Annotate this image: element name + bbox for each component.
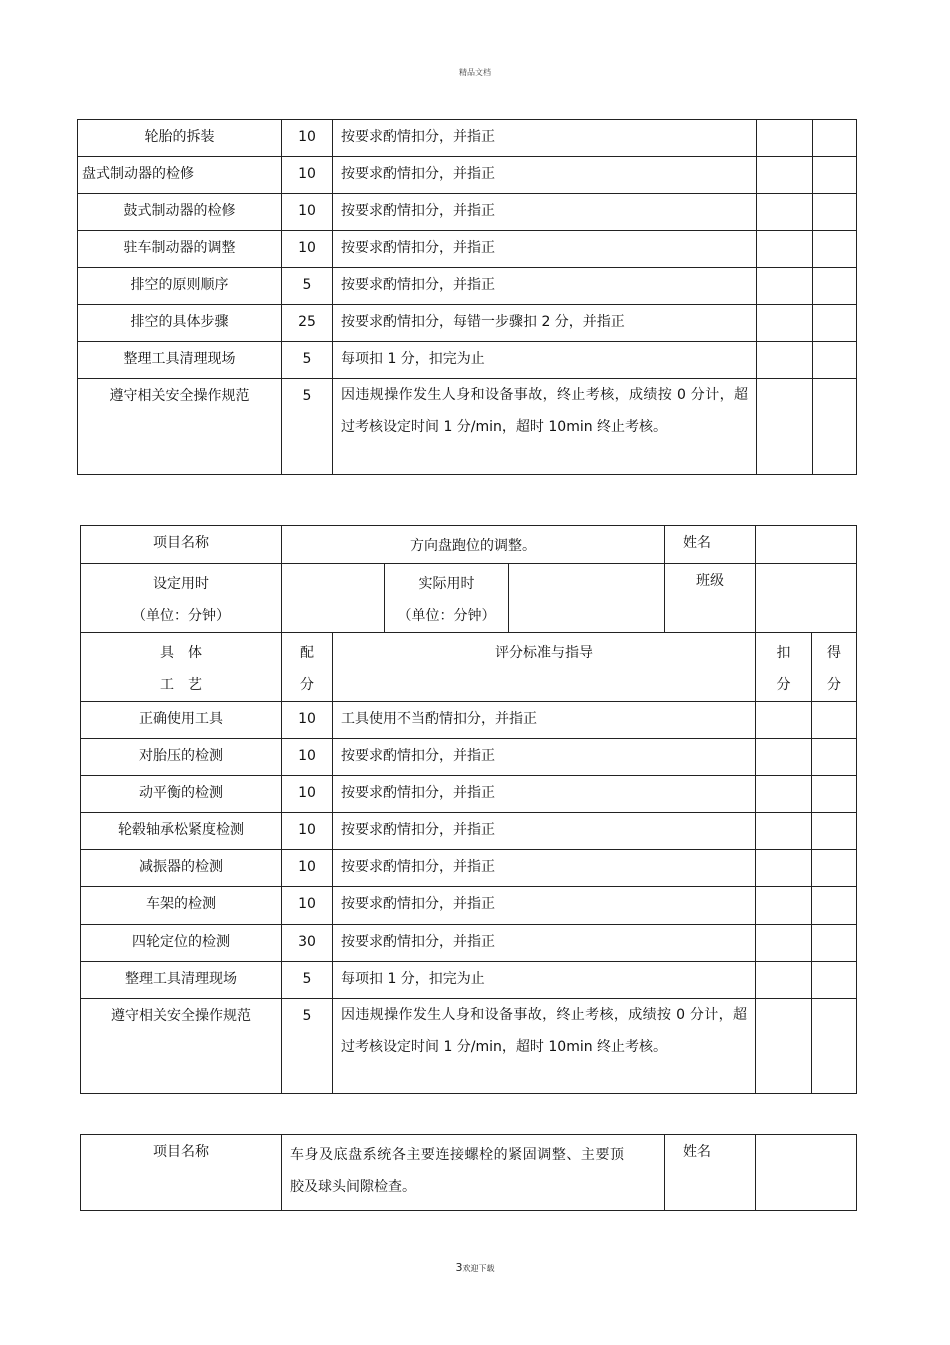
score-cell: 10 xyxy=(282,120,333,157)
project-label: 项目名称 xyxy=(81,526,282,564)
score-cell: 10 xyxy=(282,702,333,739)
table-row xyxy=(81,962,857,999)
criteria-cell: 按要求酌情扣分，并指正 xyxy=(333,268,757,305)
score-cell: 25 xyxy=(282,305,333,342)
deduct-cell xyxy=(757,305,813,342)
col-score xyxy=(282,633,333,702)
score-cell: 10 xyxy=(282,739,333,776)
criteria-cell: 工具使用不当酌情扣分，并指正 xyxy=(333,702,756,739)
set-time-value xyxy=(282,564,385,633)
criteria-cell: 按要求酌情扣分，并指正 xyxy=(333,739,756,776)
got-cell xyxy=(813,342,857,379)
deduct-cell xyxy=(757,268,813,305)
criteria-cell: 按要求酌情扣分，并指正 xyxy=(333,925,756,962)
actual-time-label xyxy=(385,564,509,633)
deduct-cell xyxy=(757,194,813,231)
criteria-cell: 按要求酌情扣分，并指正 xyxy=(333,194,757,231)
process-cell: 整理工具清理现场 xyxy=(78,342,282,379)
actual-time-value xyxy=(509,564,665,633)
got-cell xyxy=(813,231,857,268)
deduct-cell xyxy=(756,850,812,887)
criteria-cell: 按要求酌情扣分，并指正 xyxy=(333,157,757,194)
table-row xyxy=(78,305,857,342)
col-process-line1: 具 体 xyxy=(160,645,202,661)
actual-time-unit: （单位：分钟） xyxy=(397,608,496,624)
name-value xyxy=(756,1135,857,1211)
page-footer xyxy=(0,1261,950,1274)
col-score-line2: 分 xyxy=(300,677,314,693)
deduct-cell xyxy=(756,962,812,999)
score-cell: 5 xyxy=(282,268,333,305)
got-cell xyxy=(813,120,857,157)
table-row xyxy=(78,231,857,268)
criteria-cell: 按要求酌情扣分，并指正 xyxy=(333,120,757,157)
score-cell: 5 xyxy=(282,962,333,999)
set-time-unit: （单位：分钟） xyxy=(132,608,230,624)
score-cell: 10 xyxy=(282,231,333,268)
score-cell: 10 xyxy=(282,887,333,925)
process-cell: 对胎压的检测 xyxy=(81,739,282,776)
process-cell: 遵守相关安全操作规范 xyxy=(78,379,282,475)
got-cell xyxy=(813,305,857,342)
got-cell xyxy=(812,925,857,962)
got-cell xyxy=(812,739,857,776)
deduct-cell xyxy=(757,379,813,475)
deduct-cell xyxy=(756,702,812,739)
name-value xyxy=(756,526,857,564)
set-time-label xyxy=(81,564,282,633)
process-cell: 动平衡的检测 xyxy=(81,776,282,813)
score-cell: 10 xyxy=(282,850,333,887)
project-label: 项目名称 xyxy=(81,1135,282,1211)
table-row xyxy=(78,194,857,231)
process-cell: 轮胎的拆装 xyxy=(78,120,282,157)
process-cell: 减振器的检测 xyxy=(81,850,282,887)
name-label: 姓名 xyxy=(665,1135,756,1211)
header-watermark: 精品文档 xyxy=(459,68,491,77)
criteria-cell: 按要求酌情扣分，每错一步骤扣 2 分，并指正 xyxy=(333,305,757,342)
deduct-cell xyxy=(757,157,813,194)
criteria-cell: 按要求酌情扣分，并指正 xyxy=(333,887,756,925)
process-cell: 鼓式制动器的检修 xyxy=(78,194,282,231)
page-number: 3 xyxy=(455,1261,463,1274)
col-score-line1: 配 xyxy=(300,645,314,661)
col-process-line2: 工 艺 xyxy=(160,677,202,693)
criteria-cell: 每项扣 1 分，扣完为止 xyxy=(333,342,757,379)
scoring-table-steering xyxy=(80,525,857,1094)
got-cell xyxy=(812,776,857,813)
project-row xyxy=(81,526,857,564)
process-cell: 驻车制动器的调整 xyxy=(78,231,282,268)
got-cell xyxy=(812,962,857,999)
score-cell: 30 xyxy=(282,925,333,962)
col-deduct-line2: 分 xyxy=(776,677,791,693)
score-cell: 10 xyxy=(282,813,333,850)
actual-time-title: 实际用时 xyxy=(418,576,475,592)
process-cell: 排空的具体步骤 xyxy=(78,305,282,342)
deduct-cell xyxy=(756,813,812,850)
score-cell: 5 xyxy=(282,379,333,475)
time-row xyxy=(81,564,857,633)
class-value xyxy=(756,564,857,633)
table-row xyxy=(81,702,857,739)
set-time-title: 设定用时 xyxy=(153,576,209,592)
criteria-cell: 按要求酌情扣分，并指正 xyxy=(333,776,756,813)
table-row xyxy=(78,120,857,157)
col-deduct xyxy=(756,633,812,702)
got-cell xyxy=(812,999,857,1094)
column-header-row xyxy=(81,633,857,702)
score-cell: 10 xyxy=(282,194,333,231)
table-row xyxy=(81,925,857,962)
deduct-cell xyxy=(756,887,812,925)
project-value: 方向盘跑位的调整。 xyxy=(282,526,665,564)
footer-text: 欢迎下载 xyxy=(462,1264,495,1273)
criteria-cell: 因违规操作发生人身和设备事故，终止考核，成绩按 0 分计，超过考核设定时间 1 分/min，超时 10min 终止考核。 xyxy=(333,999,756,1094)
deduct-cell xyxy=(756,776,812,813)
score-cell: 10 xyxy=(282,776,333,813)
col-criteria: 评分标准与指导 xyxy=(333,633,756,702)
deduct-cell xyxy=(757,120,813,157)
got-cell xyxy=(812,813,857,850)
process-cell: 排空的原则顺序 xyxy=(78,268,282,305)
table-row xyxy=(78,342,857,379)
table-row xyxy=(78,157,857,194)
process-cell: 正确使用工具 xyxy=(81,702,282,739)
col-got-line2: 分 xyxy=(827,677,841,693)
table-row xyxy=(81,776,857,813)
criteria-cell: 每项扣 1 分，扣完为止 xyxy=(333,962,756,999)
got-cell xyxy=(813,379,857,475)
process-cell: 整理工具清理现场 xyxy=(81,962,282,999)
class-label: 班级 xyxy=(665,564,756,633)
table-row xyxy=(81,999,857,1094)
scoring-table-chassis xyxy=(80,1134,857,1211)
col-got xyxy=(812,633,857,702)
name-label: 姓名 xyxy=(665,526,756,564)
col-got-line1: 得 xyxy=(827,645,841,661)
table-row xyxy=(78,379,857,475)
process-cell: 车架的检测 xyxy=(81,887,282,925)
process-cell: 遵守相关安全操作规范 xyxy=(81,999,282,1094)
score-cell: 10 xyxy=(282,157,333,194)
table-row xyxy=(81,813,857,850)
table-row xyxy=(78,268,857,305)
process-cell: 盘式制动器的检修 xyxy=(78,157,282,194)
process-cell: 轮毂轴承松紧度检测 xyxy=(81,813,282,850)
deduct-cell xyxy=(756,739,812,776)
got-cell xyxy=(812,702,857,739)
project-value: 车身及底盘系统各主要连接螺栓的紧固调整、主要顶胶及球头间隙检查。 xyxy=(282,1135,665,1211)
score-cell: 5 xyxy=(282,999,333,1094)
process-cell: 四轮定位的检测 xyxy=(81,925,282,962)
table-row xyxy=(81,887,857,925)
got-cell xyxy=(813,194,857,231)
scoring-table-brake xyxy=(77,119,857,475)
col-deduct-line1: 扣 xyxy=(776,645,791,661)
criteria-cell: 按要求酌情扣分，并指正 xyxy=(333,231,757,268)
project-row xyxy=(81,1135,857,1211)
deduct-cell xyxy=(757,342,813,379)
criteria-cell: 因违规操作发生人身和设备事故，终止考核，成绩按 0 分计，超过考核设定时间 1 分/min，超时 10min 终止考核。 xyxy=(333,379,757,475)
got-cell xyxy=(813,157,857,194)
got-cell xyxy=(812,850,857,887)
criteria-cell: 按要求酌情扣分，并指正 xyxy=(333,850,756,887)
score-cell: 5 xyxy=(282,342,333,379)
table-row xyxy=(81,739,857,776)
criteria-cell: 按要求酌情扣分，并指正 xyxy=(333,813,756,850)
deduct-cell xyxy=(757,231,813,268)
deduct-cell xyxy=(756,925,812,962)
deduct-cell xyxy=(756,999,812,1094)
col-process xyxy=(81,633,282,702)
got-cell xyxy=(813,268,857,305)
table-row xyxy=(81,850,857,887)
got-cell xyxy=(812,887,857,925)
